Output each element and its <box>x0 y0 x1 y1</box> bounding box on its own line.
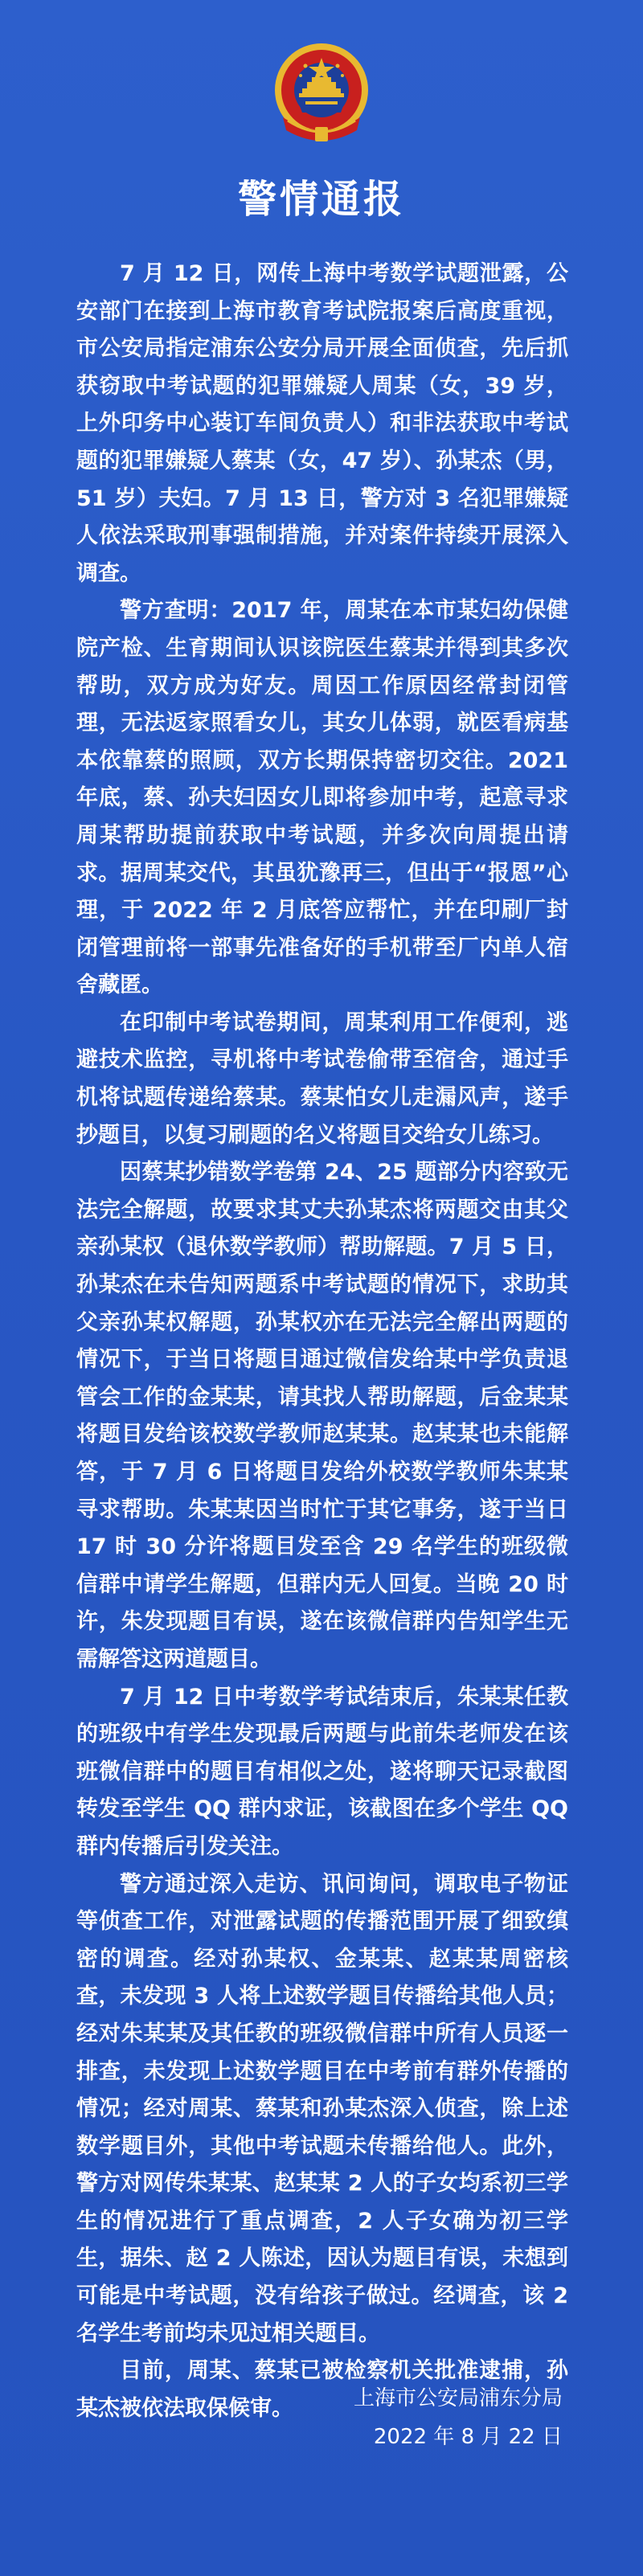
signature-block <box>354 2379 563 2456</box>
paragraph-discovery: 7 月 12 日中考数学考试结束后，朱某某任教的班级中有学生发现最后两题与此前朱老师发在该班微信群中的题目有相似之处，遂将聊天记录截图转发至学生 QQ 群内求证，该截图在多个学生 QQ 群内传播后引发关注。 <box>76 1684 568 1859</box>
paragraph-investigation: 警方查明：2017 年，周某在本市某妇幼保健院产检、生育期间认识该院医生蔡某并得到其多次帮助，双方成为好友。周因工作原因经常封闭管理，无法返家照看女儿，其女儿体弱，就医看病基本依靠蔡的照顾，双方长期保持密切交往。2021 年底，蔡、孙夫妇因女儿即将参加中考，起意寻求周某帮助提前获取中考试题，并多次向周提出请求。据周某交代，其虽犹豫再三，但出于“报恩”心理，于 2022 年 2 月底答应帮忙，并在印刷厂封闭管理前将一部事先准备好的手机带至厂内单人宿舍藏匿。 <box>76 598 568 998</box>
police-emblem-icon <box>267 40 376 153</box>
paragraph-incident: 7 月 12 日，网传上海中考数学试题泄露，公安部门在接到上海市教育考试院报案后高度重视，市公安局指定浦东公安分局开展全面侦查，先后抓获窃取中考试题的犯罪嫌疑人周某（女，39 岁，上外印务中心装订车间负责人）和非法获取中考试题的犯罪嫌疑人蔡某（女，47 岁）、孙某杰（男，51 岁）夫妇。7 月 13 日，警方对 3 名犯罪嫌疑人依法采取刑事强制措施，并对案件持续开展深入调查。 <box>76 261 568 586</box>
notice-body <box>76 256 568 2427</box>
paragraph-leak-method: 在印制中考试卷期间，周某利用工作便利，逃避技术监控，寻机将中考试卷偷带至宿舍，通过手机将试题传递给蔡某。蔡某怕女儿走漏风声，遂手抄题目，以复习刷题的名义将题目交给女儿练习。 <box>76 1010 568 1148</box>
issuer-name: 上海市公安局浦东分局 <box>353 2386 563 2410</box>
issue-date: 2022 年 8 月 22 日 <box>373 2425 563 2449</box>
paragraph-spread-chain: 因蔡某抄错数学卷第 24、25 题部分内容致无法完全解题，故要求其丈夫孙某杰将两题交由其父亲孙某权（退休数学教师）帮助解题。7 月 5 日，孙某杰在未告知两题系中考试题的情况下，求助其父亲孙某权解题，孙某权亦在无法完全解出两题的情况下，于当日将题目通过微信发给某中学负责退管会工作的金某某，请其找人帮助解题，后金某某将题目发给该校数学教师赵某某。赵某某也未能解答，于 7 月 6 日将题目发给外校数学教师朱某某寻求帮助。朱某某因当时忙于其它事务，遂于当日 17 时 30 分许将题目发至含 29 名学生的班级微信群中请学生解题，但群内无人回复。当晚 20 时许，朱发现题目有误，遂在该微信群内告知学生无需解答这两道题目。 <box>76 1160 568 1672</box>
paragraph-scope-check: 警方通过深入走访、讯问询问，调取电子物证等侦查工作，对泄露试题的传播范围开展了细致缜密的调查。经对孙某权、金某某、赵某某周密核查，未发现 3 人将上述数学题目传播给其他人员；经对朱某某及其任教的班级微信群中所有人员逐一排查，未发现上述数学题目在中考前有群外传播的情况；经对周某、蔡某和孙某杰深入侦查，除上述数学题目外，其他中考试题未传播给他人。此外，警方对网传朱某某、赵某某 2 人的子女均系初三学生的情况进行了重点调查，2 人子女确为初三学生，据朱、赵 2 人陈述，因认为题目有误，未想到可能是中考试题，没有给孩子做过。经调查，该 2 名学生考前均未见过相关题目。 <box>76 1871 568 2346</box>
paragraph-current-status: 目前，周某、蔡某已被检察机关批准逮捕，孙某杰被依法取保候审。 <box>76 2358 568 2421</box>
notice-title: 警情通报 <box>237 177 405 222</box>
